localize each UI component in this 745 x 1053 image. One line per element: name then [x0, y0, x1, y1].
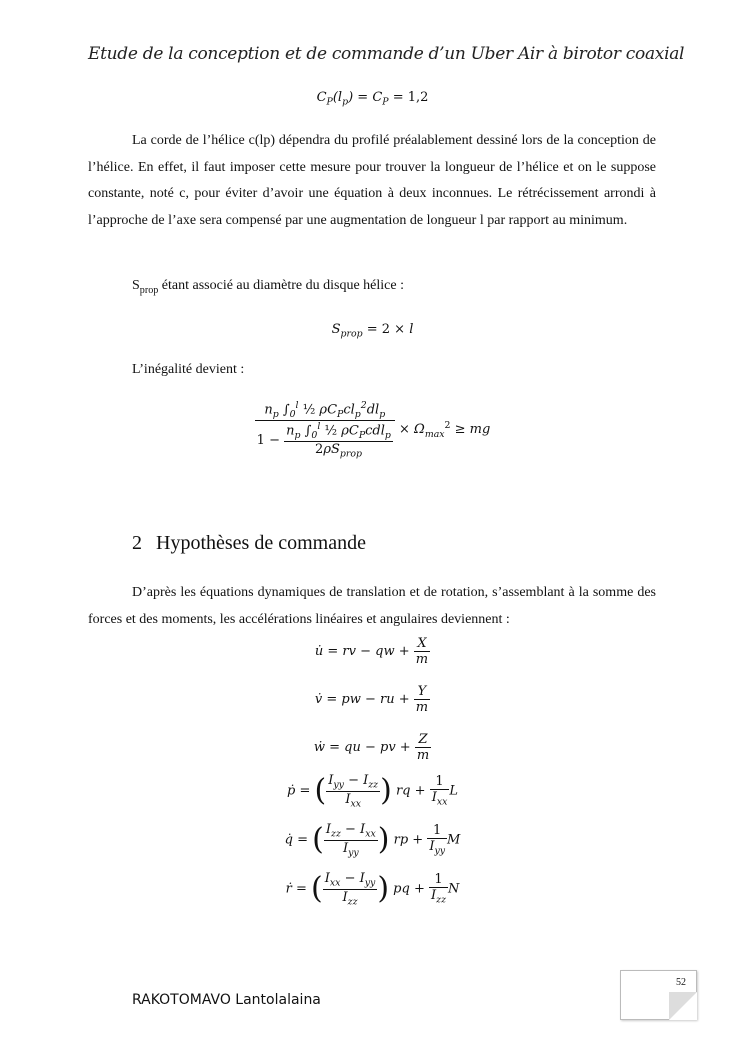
paragraph-dynamics: D’après les équations dynamiques de translation et de rotation, s’assemblant à la somme des forces et des moments, les accélérations linéaires et angulaires deviennent :	[88, 585, 656, 627]
equation-inequality: $n_p$ $\int_0^l$ ½ $\rho C_Pcl_p^2dl_p$ 1 − $\frac{n_p \int_0^l \frac{1}{2} \rho C_Pcdl_p}{2\rho S_{prop}}$ × $\Omega_{max}^2$ ≥ mg	[256, 400, 491, 460]
page-curl-decoration	[669, 992, 697, 1020]
page-number-box	[620, 970, 697, 1020]
paragraph-chord: La corde de l’hélice c(lp) dépendra du profilé préalablement dessiné lors de la conception de l’hélice. En effet, il faut imposer cette mesure pour trouver la longueur de l’hélice et on le suppose constante, noté c, pour éviter d’avoir une équation à deux inconnues. Le rétrécissement arrondi à l’approche de l’axe sera compensé par une augmentation de longueur l par rapport au minimum.	[88, 133, 656, 228]
equation-w-dot: ẇ = qu − pv + $\frac{Z}{m}$	[313, 732, 430, 763]
paragraph-sprop: $S_{prop}$ étant associé au diamètre du disque hélice :	[132, 278, 404, 296]
footer-author: RAKOTOMAVO Lantolalaina	[132, 992, 321, 1008]
page-number: 52	[676, 977, 686, 988]
equation-cp: $C_P(l_p) = C_P = 1,2$	[316, 90, 429, 108]
paragraph-inequality-intro: L’inégalité devient :	[132, 362, 245, 377]
equation-sprop: $S_{prop} = 2 \times l$	[331, 322, 414, 340]
equation-v-dot: v̇ = pw − ru + $\frac{Y}{m}$	[314, 684, 429, 715]
equation-p-dot: ṗ = ( $\frac{I_{yy} - I_{zz}}{I_{xx}}$ ) rq + $\frac{1}{I_{xx}}$ L	[286, 773, 459, 810]
equation-r-dot: ṙ = ( $\frac{I_{xx} - I_{yy}}{I_{zz}}$ ) pq + $\frac{1}{I_{zz}}$ N	[285, 871, 460, 908]
page-header-title: Etude de la conception et de commande d’un Uber Air à birotor coaxial	[88, 44, 685, 64]
section-heading: 2 Hypothèses de commande	[132, 532, 366, 554]
equation-q-dot: q̇ = ( $\frac{I_{zz} - I_{xx}}{I_{yy}}$ ) rp + $\frac{1}{I_{yy}}$ M	[284, 822, 461, 859]
equation-u-dot: u̇ = rv − qw + $\frac{X}{m}$	[314, 636, 429, 667]
